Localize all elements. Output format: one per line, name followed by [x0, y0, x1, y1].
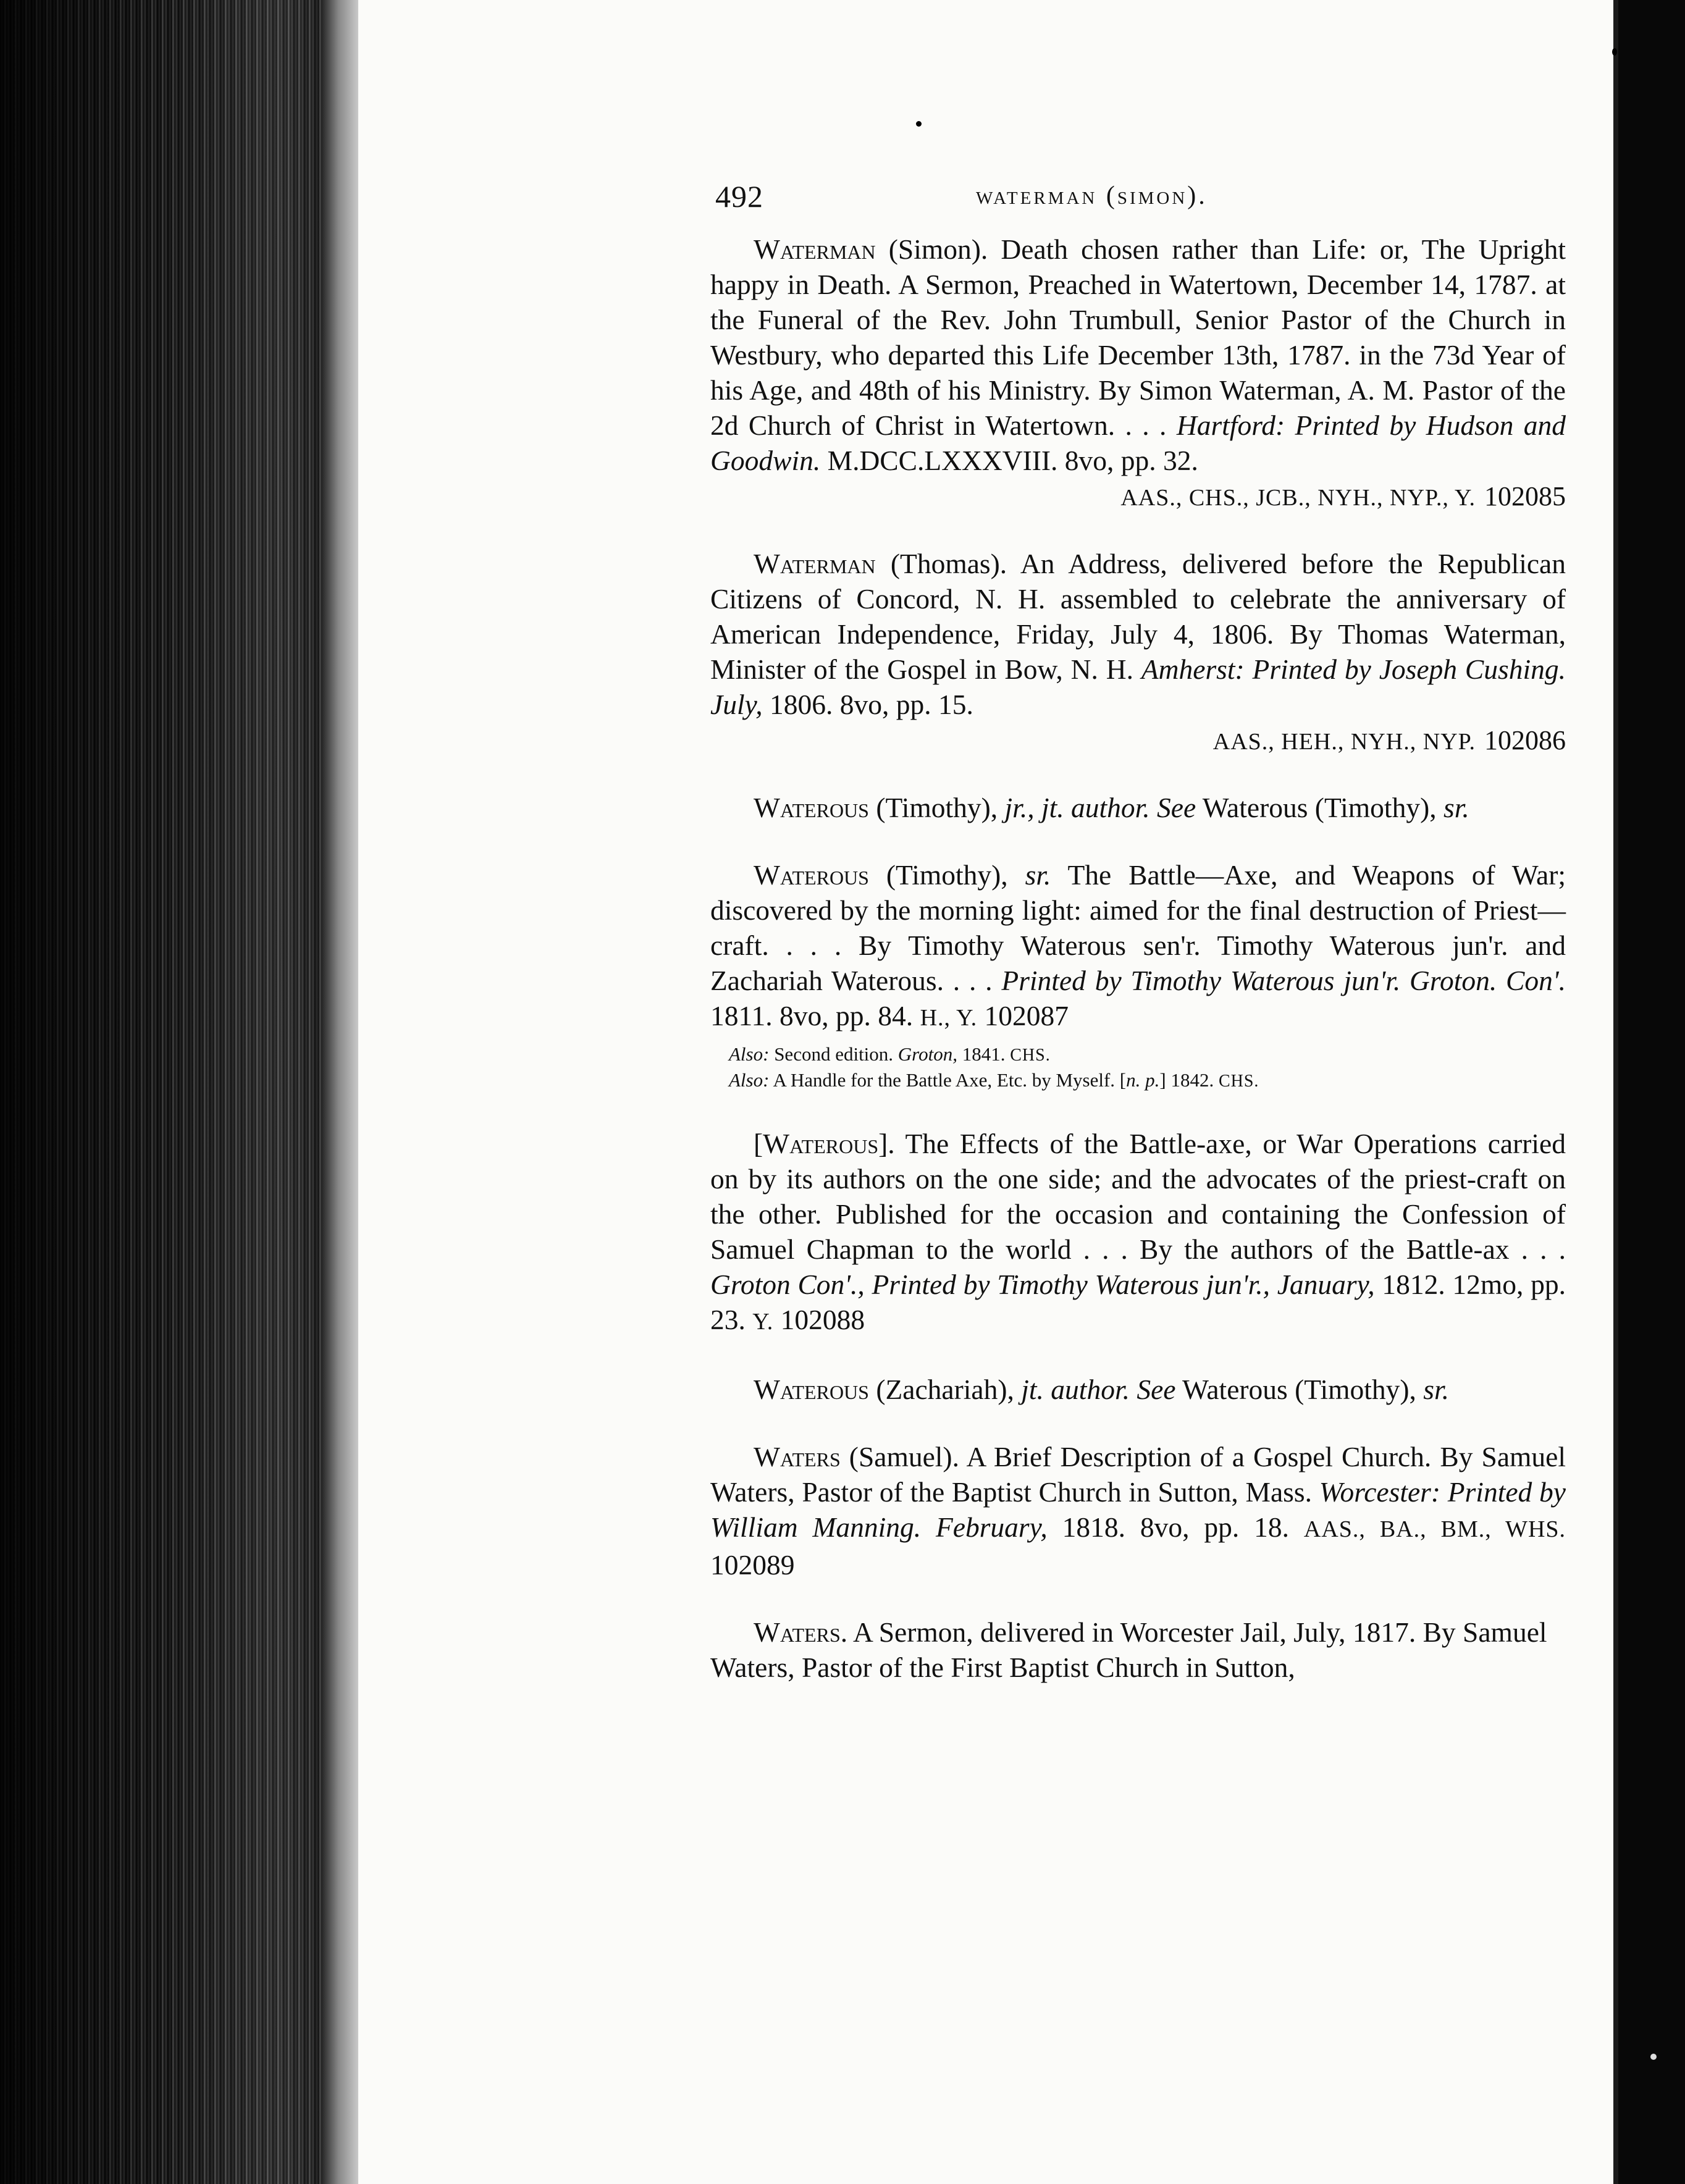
entry-number: 102085	[1484, 481, 1566, 511]
entry-text: (Samuel). A Brief Description of a Gospel Church. By Samuel Waters, Pastor of the Baptist Church in Sutton, Mass.	[710, 1441, 1566, 1508]
entry-author: Waters	[754, 1616, 841, 1648]
entry-text: (Simon). Death chosen rather than Life: or, The Upright happy in Death. A Sermon, Preached in Watertown, December 14, 1787. at the Funeral of the Rev. John Trumbull, Senior Pastor of the Church in Westbury, who departed this Life December 13th, 1787. in the 73d Year of his Age, and 48th of his Ministry. By Simon Waterman, A. M. Pastor of the 2d Church of Christ in Watertown. . . .	[710, 233, 1566, 441]
entry-author: Waterman	[754, 548, 876, 579]
note-holdings: CHS.	[1218, 1072, 1259, 1091]
entry-text: M.DCC.LXXXVIII. 8vo, pp. 32.	[820, 445, 1198, 476]
entry-imprint: Amherst: Printed by Joseph Cushing. July,	[710, 653, 1566, 720]
note-label: Also:	[729, 1069, 770, 1091]
entry-italic: sr.	[1443, 792, 1469, 823]
note-label: Also:	[729, 1043, 770, 1065]
page-number: 492	[715, 179, 763, 214]
entry-imprint: Groton Con'., Printed by Timothy Waterous jun'r., January,	[710, 1269, 1375, 1300]
bibliography-entry	[710, 546, 1566, 758]
entry-author: Waters	[754, 1441, 841, 1472]
entry-imprint: Hartford: Printed by Hudson and Goodwin.	[710, 410, 1566, 476]
entry-imprint: Worcester: Printed by William Manning. February,	[710, 1476, 1566, 1543]
entry-holdings	[710, 724, 1566, 758]
entry-italic: jt. author. See	[1021, 1374, 1176, 1405]
entry-text: 1812. 12mo, pp. 23.	[710, 1269, 1566, 1335]
page-right-edge	[1613, 0, 1618, 2184]
entry-italic: sr.	[1423, 1374, 1450, 1405]
entry-text: ]. The Effects of the Battle-axe, or War Operations carried on by its authors on the one side; and the advocates of the priest-craft on the other. Published for the occasion and containing the Confession of Samuel Chapman to the world . . . By the authors of the Battle-ax . . .	[710, 1128, 1566, 1265]
note-place: Groton,	[897, 1043, 957, 1065]
entry-text: 1811. 8vo, pp. 84.	[710, 1000, 914, 1031]
entry-author: Waterous	[754, 792, 869, 823]
bibliography-entry	[710, 232, 1566, 514]
entry-holdings	[710, 481, 1566, 514]
bibliography-entry	[710, 857, 1566, 1036]
bibliography-entry	[710, 1126, 1566, 1340]
entry-text: Waterous (Timothy),	[1175, 1374, 1424, 1405]
holdings-libraries: AAS., HEH., NYH., NYP.	[1212, 729, 1476, 755]
holdings-libraries: Y.	[752, 1309, 774, 1335]
book-page-edges	[0, 0, 352, 2184]
entry-italic: jr., jt. author. See	[1004, 792, 1196, 823]
entry-text: 1818. 8vo, pp. 18.	[1047, 1511, 1289, 1543]
bracket: [	[754, 1128, 763, 1159]
entry-author: Waterous	[754, 859, 869, 891]
running-title: waterman (simon).	[976, 182, 1208, 210]
bibliography-entry	[710, 1439, 1566, 1582]
running-head	[710, 164, 1566, 232]
note-text: Second edition.	[769, 1043, 898, 1065]
entry-italic: sr.	[1025, 859, 1051, 891]
edition-note	[729, 1042, 1566, 1068]
entry-text: 1806. 8vo, pp. 15.	[762, 689, 973, 720]
entry-text: (Timothy),	[868, 859, 1025, 891]
note-text: A Handle for the Battle Axe, Etc. by Myself. [	[769, 1069, 1127, 1091]
dust-speck	[1650, 2054, 1657, 2060]
holdings-libraries: AAS., BA., BM., WHS.	[1303, 1516, 1566, 1542]
note-place: n. p.	[1126, 1069, 1160, 1091]
dust-speck	[1612, 48, 1617, 56]
entry-text: (Zachariah),	[868, 1374, 1022, 1405]
note-holdings: CHS.	[1010, 1046, 1051, 1065]
holdings-libraries: AAS., CHS., JCB., NYH., NYP., Y.	[1120, 485, 1476, 511]
cross-reference-entry	[710, 790, 1566, 825]
entry-text: (Timothy),	[868, 792, 1005, 823]
entry-number: 102089	[710, 1549, 795, 1581]
entry-number: 102086	[1484, 725, 1566, 755]
entry-text: . A Sermon, delivered in Worcester Jail, July, 1817. By Samuel Waters, Pastor of the First Baptist Church in Sutton,	[710, 1616, 1547, 1683]
bibliography-entry	[710, 1615, 1566, 1685]
entry-author: Waterous	[754, 1374, 869, 1405]
entry-author: Waterous	[763, 1128, 879, 1159]
edition-note	[729, 1068, 1566, 1094]
entry-author: Waterman	[754, 233, 876, 265]
dust-speck	[916, 121, 922, 127]
entry-text: The Battle—Axe, and Weapons of War; discovered by the morning light: aimed for the final destruction of Priest—craft. . . . By Timothy Waterous sen'r. Timothy Waterous jun'r. and Zachariah Waterous. . . .	[710, 859, 1566, 996]
cross-reference-entry	[710, 1372, 1566, 1407]
entry-text: (Thomas). An Address, delivered before the Republican Citizens of Concord, N. H. assembled to celebrate the anniversary of American Independence, Friday, July 4, 1806. By Thomas Waterman, Minister of the Gospel in Bow, N. H.	[710, 548, 1566, 685]
note-year: ] 1842.	[1159, 1069, 1214, 1091]
note-year: 1841.	[957, 1043, 1006, 1065]
entry-number: 102088	[780, 1304, 865, 1335]
holdings-libraries: H., Y.	[920, 1005, 978, 1031]
entry-imprint: Printed by Timothy Waterous jun'r. Groton. Con'.	[1001, 965, 1566, 996]
entry-text: Waterous (Timothy),	[1196, 792, 1443, 823]
entry-number: 102087	[984, 1000, 1069, 1031]
text-block	[710, 164, 1566, 1717]
scan-border	[1618, 0, 1685, 2184]
